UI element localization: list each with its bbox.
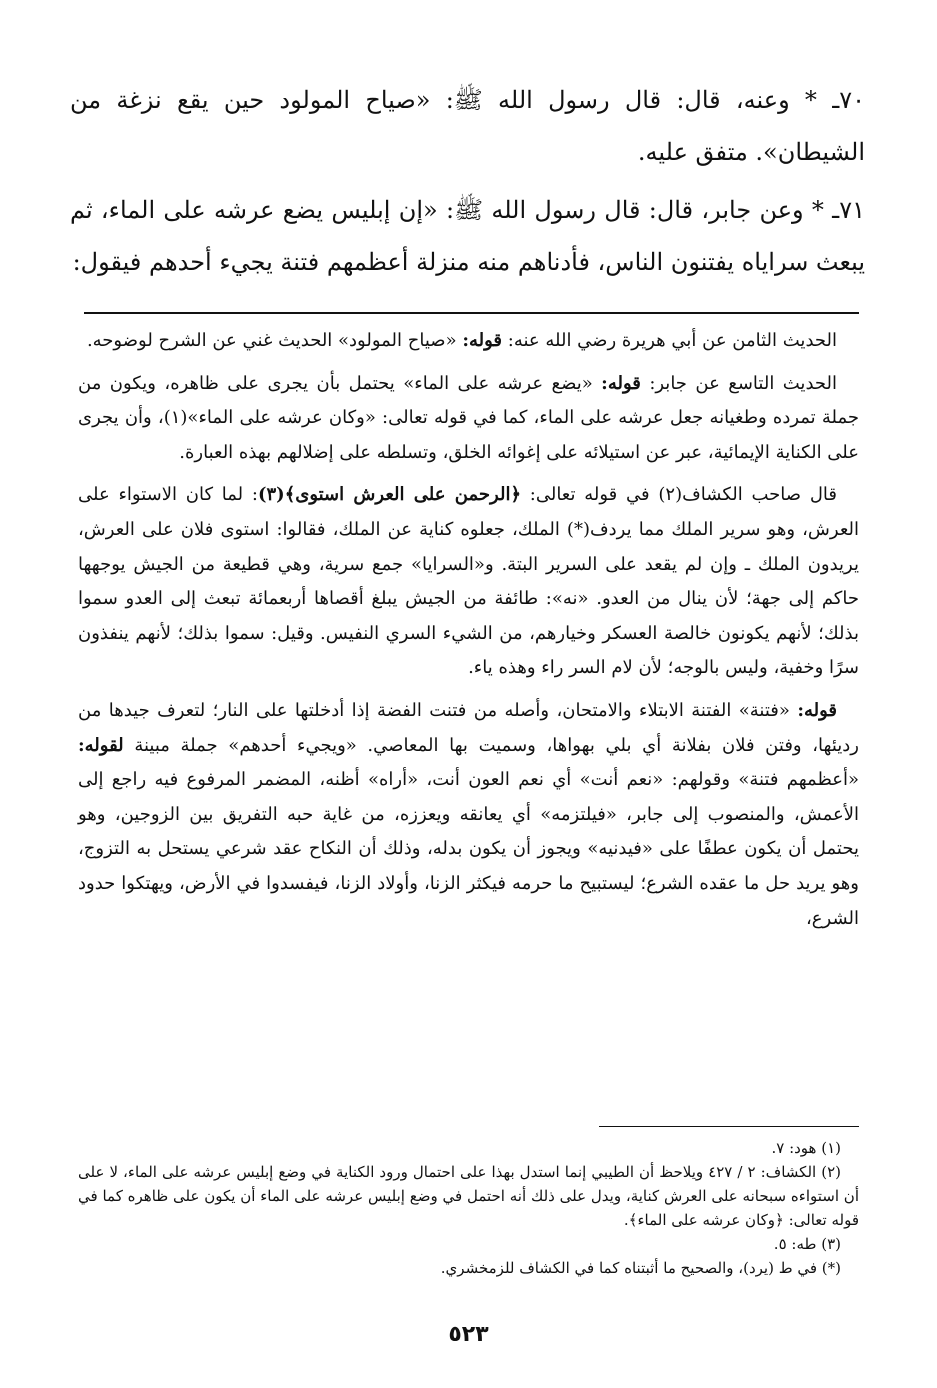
footnotes-section [78,1136,859,1280]
commentary-p4-keyword-2: لقوله: [78,734,124,756]
commentary-p3-lead: قال صاحب الكشاف(٢) في قوله تعالى: [529,484,837,506]
section-divider [84,312,859,314]
commentary-p2-text: «يضع عرشه على الماء» يحتمل بأن يجرى على ظاهره، ويكون من جملة تمرده وطغيانه جعل عرشه على الماء، كما في قوله تعالى: «وكان عرشه على الماء»(١)، وأن يجرى على الكناية الإيمائية، عبر عن استيلائه على إغوائه الخلق، وتسلطه على إضلالهم بهذه العبارة. [78,372,859,463]
commentary-p3-text: : لما كان الاستواء على العرش، وهو سرير الملك مما يردف(*) الملك، جعلوه كناية عن الملك، فقالوا: استوى فلان على العرش، يريدون الملك ـ وإن لم يقعد على السرير البتة. و«السرايا» جمع سرية، وهي قطيعة من الجيش يوجهها حاكم إلى جهة؛ لأن ينال من العدو. «نه»: طائفة من الجيش يبلغ أقصاها أربعمائة تبعث إلى العدو سموا بذلك؛ لأنهم يكونون خالصة العسكر وخيارهم، من الشيء السري النفيس. وقيل: سموا بذلك؛ لأنهم ينفذون سرًا وخفية، وليس بالوجه؛ لأن لام السر راء وهذه ياء. [78,484,859,679]
commentary-paragraph-2 [78,367,859,471]
commentary-p3-verse: ﴿الرحمن على العرش استوى﴾(٣) [257,484,521,506]
commentary-paragraph-1 [78,324,859,359]
commentary-section [78,324,859,944]
commentary-p2-lead: الحديث التاسع عن جابر: [649,372,837,394]
commentary-p1-keyword: قوله: [462,330,503,351]
page-number: ٥٢٣ [448,1322,489,1347]
hadith-71: ٧١ـ * وعن جابر، قال: قال رسول الله ﷺ: «إن إبليس يضع عرشه على الماء، ثم يبعث سراياه يفتنون الناس، فأدناهم منه منزلة أعظمهم فتنة يجيء أحدهم فيقول: [70,196,865,276]
hadith-70: ٧٠ـ * وعنه، قال: قال رسول الله ﷺ: «صياح المولود حين يقع نزغة من الشيطان». متفق عليه. [70,86,866,166]
commentary-p4-text-2: «أعظمهم فتنة» وقولهم: «نعم أنت» أي نعم العون أنت، «أراه» أظنه، المضمر المرفوع فيه راجع إلى الأعمش، والمنصوب إلى جابر، «فيلتزمه» أي يعانقه ويعززه، من غاية حبه التفريق بين الزوجين، وهو يحتمل أن يكون عطفًا على «فيدنيه» ويجوز أن يكون بدله، وذلك أن النكاح عقد شرعي يستحل به التزوج، وهو يريد حل ما عقده الشرع؛ ليستبيح ما حرمه فيكثر الزنا، وأولاد الزنا، فيفسدوا في الأرض، ويهتكوا حدود الشرع، [78,769,859,929]
footnote-1: (١) هود: ٧. [771,1139,841,1157]
footnote-2: (٢) الكشاف: ٢ / ٤٢٧ ويلاحظ أن الطيبي إنما استدل بهذا على احتمال ورود الكناية في وضع إبليس عرشه على الماء، لا على أن استواءه سبحانه على العرش كناية، ويدل على ذلك أنه احتمل في وضع إبليس عرشه على الماء أن يكون على ظاهره كما في قوله تعالى: ﴿وكان عرشه على الماء﴾. [78,1163,859,1229]
footnote-3: (٣) طه: ٥. [773,1235,841,1253]
footnote-divider [599,1126,859,1127]
footnote-star: (*) في ط (يرد)، والصحيح ما أثبتناه كما في الكشاف للزمخشري. [440,1259,841,1277]
commentary-p2-keyword: قوله: [601,372,641,394]
commentary-paragraph-3 [78,478,859,686]
commentary-paragraph-4 [78,694,859,936]
commentary-p4-text-1: «فتنة» الفتنة الابتلاء والامتحان، وأصله من فتنت الفضة إذا أدخلتها على النار؛ لتعرف جيدها من رديئها، وفتن فلان بفلانة أي بلي بهواها، وسميت بها المعاصي. «ويجيء أحدهم» جملة مبينة [78,699,859,756]
commentary-p1-text: «صياح المولود» الحديث غني عن الشرح لوضوحه. [86,330,457,351]
commentary-p4-keyword-1: قوله: [797,699,837,721]
commentary-p1-lead: الحديث الثامن عن أبي هريرة رضي الله عنه: [507,330,837,351]
